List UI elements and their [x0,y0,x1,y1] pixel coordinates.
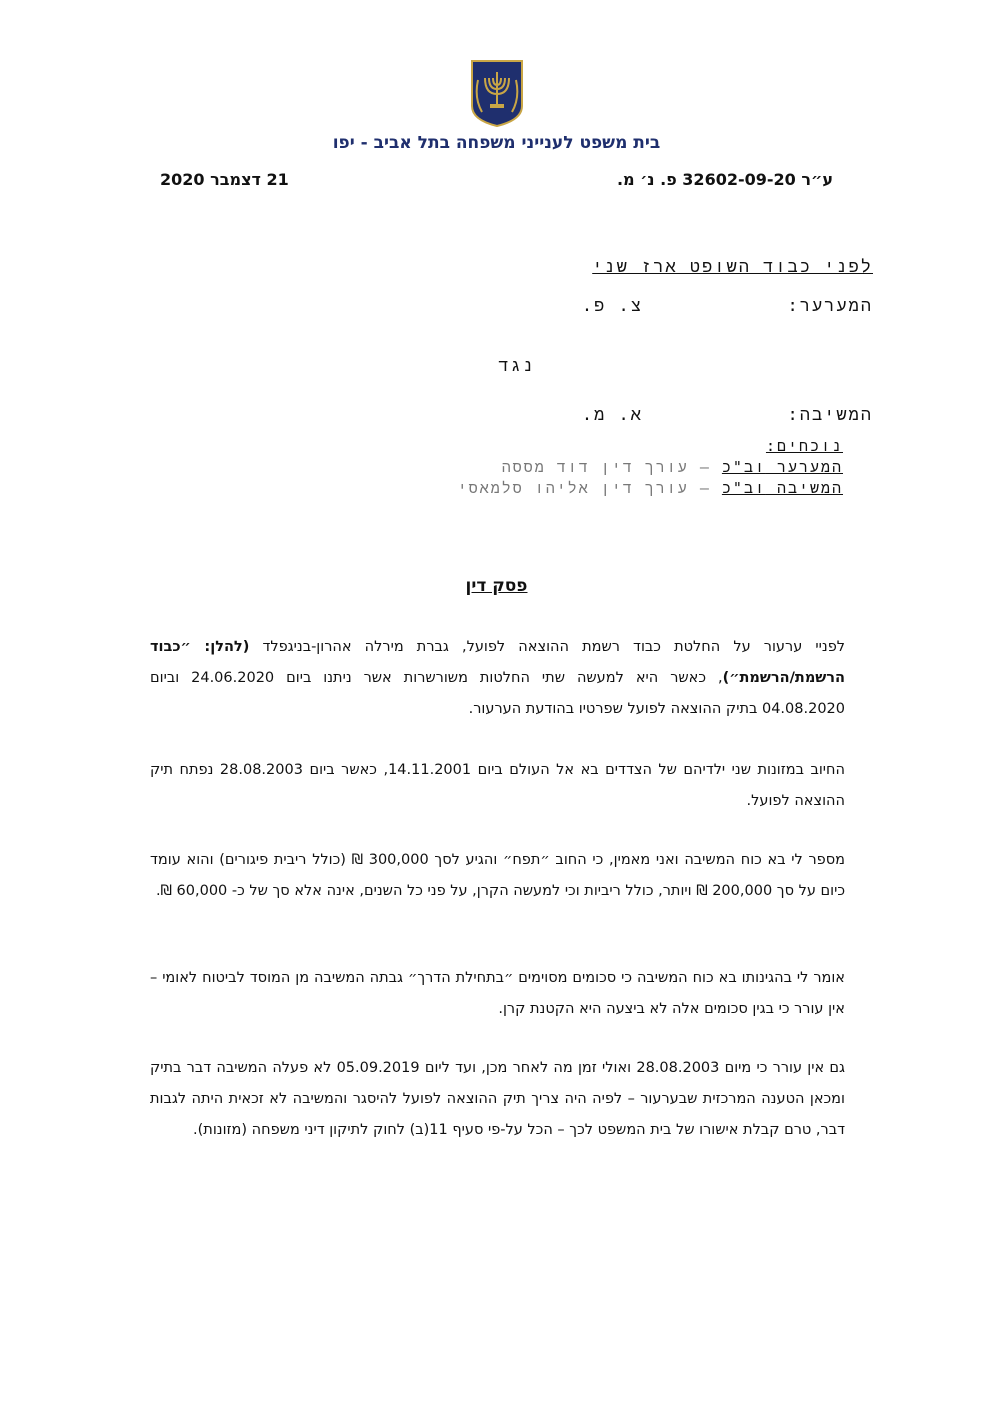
paragraph-2: החיוב במזונות שני ילדיהם של הצדדים בא אל העולם ביום 14.11.2001, כאשר ביום 28.08.2003 נפתח תיק ההוצאה לפועל. [150,762,845,809]
state-emblem-icon [468,58,526,128]
court-name: בית משפט לענייני משפחה בתל אביב - יפו [332,133,661,153]
present-block [458,436,843,499]
respondent-label: המשיבה: [787,405,873,425]
judge-line: לפני כבוד השופט ארז שני [592,257,873,277]
paragraph-4: אומר לי בהגינותו בא כוח המשיבה כי סכומים מסוימים ״בתחילת הדרך״ גבתה המשיבה מן המוסד לביטוח לאומי – אין עורר כי בגין סכומים אלה לא ביצעה היא הקטנת קרן. [150,970,845,1017]
document-date: 21 דצמבר 2020 [160,170,289,189]
present-label: נוכחים: [765,437,843,455]
present-appellant-line: המערער וב"כ – עורך דין דוד מססה [501,458,843,476]
versus-label: נגד [498,356,535,376]
paragraph-1: לפניי ערעור על החלטת כבוד רשמת ההוצאה לפועל, גברת מירלה אהרון-בניגפלד (להלן: ״כבוד הרשמת/הרשמת״), כאשר היא למעשה שתי החלטות משורשרות אשר ניתנו ביום 24.06.2020 וביום 04.08.2020 בתיק ההוצאה לפועל שפרטיו בהודעת הערעור. [150,639,845,717]
appellant-label: המערער: [787,296,873,316]
present-respondent-line: המשיבה וב"כ – עורך דין אליהו סלמאסי [457,479,843,497]
appellant-name: צ. פ. [581,296,643,316]
paragraph-5: גם אין עורר כי מיום 28.08.2003 ואולי זמן מה לאחר מכן, ועד ליום 05.09.2019 לא פעלה המשיבה דבר בתיק ומכאן הטענה המרכזית שבערעור – לפיה היה צריך תיק ההוצאה לפועל להיסגר והמשיבה לא זכאית היתה לגבות דבר, טרם קבלת אישורו של בית המשפט לכך – הכל על-פי סעיף 11(ב) לחוק לתיקון דיני משפחה (מזונות). [150,1060,845,1138]
document-title: פסק דין [465,576,528,596]
respondent-name: א. מ. [581,405,643,425]
case-number: ע״ר 32602-09-20 פ. נ׳ מ. [616,170,833,189]
paragraph-3: מספר לי בא כוח המשיבה ואני מאמין, כי החוב ״תפח״ והגיע לסך 300,000 ₪ (כולל ריבית פיגורים) והוא עומד כיום על סך 200,000 ₪ ויותר, כולל ריביות וכי למעשה הקרן, על פני כל השנים, אינה אלא סך של כ- 60,000 ₪. [150,852,845,899]
